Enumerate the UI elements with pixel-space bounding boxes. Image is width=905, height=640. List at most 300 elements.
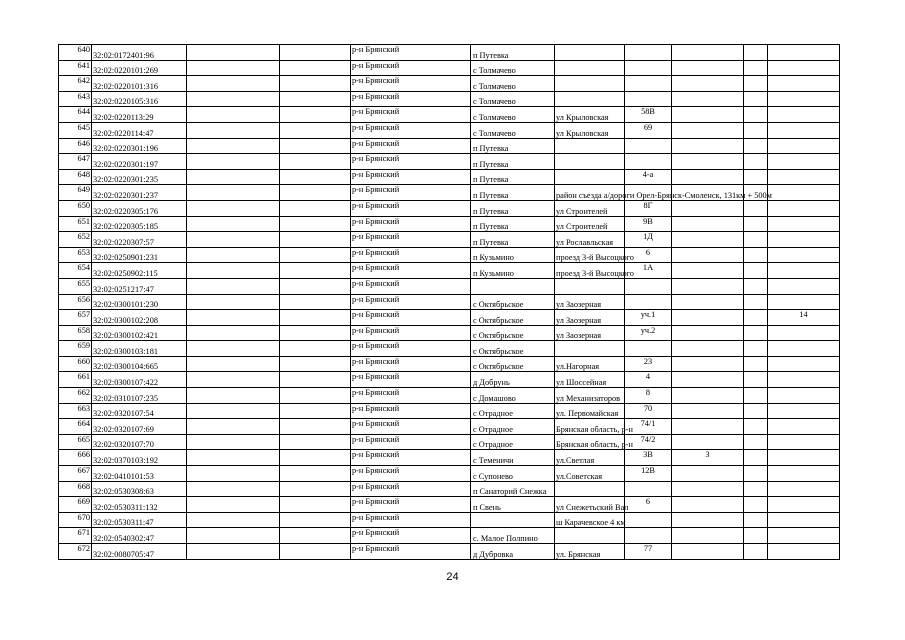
locality: с Октябрьское	[471, 325, 555, 341]
street	[555, 278, 625, 294]
street: ш Карачевское 4 км	[555, 512, 625, 528]
row-number: 656	[59, 294, 92, 310]
locality: с Супонево	[471, 466, 555, 482]
empty-cell	[187, 200, 280, 216]
empty-cell	[744, 91, 768, 107]
building-number	[672, 76, 744, 92]
empty-cell	[744, 278, 768, 294]
house-number	[625, 528, 672, 544]
page-number: 24	[446, 571, 459, 583]
empty-cell	[187, 466, 280, 482]
district: р-н Брянский	[351, 512, 471, 528]
apartment-number	[768, 372, 840, 388]
empty-cell	[744, 419, 768, 435]
apartment-number	[768, 247, 840, 263]
house-number: 23	[625, 356, 672, 372]
table-row	[59, 263, 840, 279]
row-number: 668	[59, 481, 92, 497]
house-number	[625, 76, 672, 92]
building-number	[672, 247, 744, 263]
street: ул Заозерная	[555, 294, 625, 310]
table-row	[59, 341, 840, 357]
empty-cell	[744, 434, 768, 450]
empty-cell	[744, 403, 768, 419]
row-number: 658	[59, 325, 92, 341]
building-number	[672, 356, 744, 372]
empty-cell	[187, 294, 280, 310]
apartment-number	[768, 294, 840, 310]
locality: п Путевка	[471, 138, 555, 154]
building-number	[672, 122, 744, 138]
street	[555, 138, 625, 154]
empty-cell	[187, 356, 280, 372]
row-number: 647	[59, 154, 92, 170]
empty-cell	[280, 216, 351, 232]
building-number	[672, 419, 744, 435]
cadastral-number: 32:02:0530311:132	[92, 497, 187, 513]
locality: п Путевка	[471, 200, 555, 216]
street: ул Рославльская	[555, 232, 625, 248]
empty-cell	[187, 76, 280, 92]
empty-cell	[280, 497, 351, 513]
apartment-number	[768, 528, 840, 544]
empty-cell	[187, 138, 280, 154]
table-row	[59, 247, 840, 263]
apartment-number	[768, 232, 840, 248]
empty-cell	[280, 356, 351, 372]
empty-cell	[280, 45, 351, 61]
empty-cell	[744, 169, 768, 185]
street	[555, 169, 625, 185]
empty-cell	[744, 216, 768, 232]
table-row	[59, 216, 840, 232]
empty-cell	[280, 60, 351, 76]
table-row	[59, 60, 840, 76]
district: р-н Брянский	[351, 45, 471, 61]
house-number	[625, 278, 672, 294]
empty-cell	[187, 497, 280, 513]
empty-cell	[280, 544, 351, 560]
cadastral-number: 32:02:0220301:196	[92, 138, 187, 154]
empty-cell	[187, 403, 280, 419]
locality: с Октябрьское	[471, 341, 555, 357]
empty-cell	[280, 481, 351, 497]
empty-cell	[280, 278, 351, 294]
locality: с Толмачево	[471, 122, 555, 138]
building-number	[672, 107, 744, 123]
street: проезд 3-й Высоцкого	[555, 263, 625, 279]
district: р-н Брянский	[351, 278, 471, 294]
row-number: 672	[59, 544, 92, 560]
district: р-н Брянский	[351, 434, 471, 450]
street	[555, 91, 625, 107]
table-row	[59, 388, 840, 404]
street: ул Заозерная	[555, 325, 625, 341]
apartment-number	[768, 138, 840, 154]
building-number	[672, 263, 744, 279]
empty-cell	[280, 138, 351, 154]
empty-cell	[280, 122, 351, 138]
empty-cell	[744, 60, 768, 76]
empty-cell	[187, 45, 280, 61]
row-number: 648	[59, 169, 92, 185]
district: р-н Брянский	[351, 450, 471, 466]
empty-cell	[280, 372, 351, 388]
apartment-number	[768, 122, 840, 138]
house-number: 77	[625, 544, 672, 560]
building-number	[672, 481, 744, 497]
empty-cell	[187, 419, 280, 435]
empty-cell	[280, 263, 351, 279]
building-number	[672, 169, 744, 185]
house-number: 4	[625, 372, 672, 388]
empty-cell	[280, 403, 351, 419]
empty-cell	[744, 138, 768, 154]
table-row	[59, 310, 840, 326]
district: р-н Брянский	[351, 154, 471, 170]
row-number: 664	[59, 419, 92, 435]
row-number: 646	[59, 138, 92, 154]
empty-cell	[187, 372, 280, 388]
empty-cell	[187, 169, 280, 185]
locality: с Отрадное	[471, 403, 555, 419]
locality: п Санаторий Снежка	[471, 481, 555, 497]
house-number: 12В	[625, 466, 672, 482]
cadastral-number: 32:02:0220101:269	[92, 60, 187, 76]
empty-cell	[187, 450, 280, 466]
row-number: 660	[59, 356, 92, 372]
empty-cell	[187, 325, 280, 341]
apartment-number	[768, 154, 840, 170]
street: Брянская область, р-н	[555, 434, 625, 450]
building-number	[672, 200, 744, 216]
empty-cell	[187, 528, 280, 544]
cadastral-number: 32:02:0310107:235	[92, 388, 187, 404]
row-number: 654	[59, 263, 92, 279]
cadastral-number: 32:02:0530311:47	[92, 512, 187, 528]
locality: с Октябрьское	[471, 294, 555, 310]
apartment-number	[768, 76, 840, 92]
locality: п Кузьмино	[471, 263, 555, 279]
district: р-н Брянский	[351, 481, 471, 497]
empty-cell	[744, 232, 768, 248]
row-number: 661	[59, 372, 92, 388]
apartment-number	[768, 466, 840, 482]
empty-cell	[280, 91, 351, 107]
row-number: 640	[59, 45, 92, 61]
locality: п Свень	[471, 497, 555, 513]
street	[555, 45, 625, 61]
district: р-н Брянский	[351, 310, 471, 326]
district: р-н Брянский	[351, 138, 471, 154]
district: р-н Брянский	[351, 466, 471, 482]
row-number: 671	[59, 528, 92, 544]
table-row	[59, 278, 840, 294]
building-number	[672, 154, 744, 170]
building-number	[672, 310, 744, 326]
table-row	[59, 91, 840, 107]
table-row	[59, 356, 840, 372]
row-number: 650	[59, 200, 92, 216]
cadastral-number: 32:02:0220305:176	[92, 200, 187, 216]
street	[555, 76, 625, 92]
apartment-number	[768, 356, 840, 372]
cadastral-number: 32:02:0300101:230	[92, 294, 187, 310]
locality: с Толмачево	[471, 107, 555, 123]
empty-cell	[744, 450, 768, 466]
apartment-number	[768, 388, 840, 404]
district: р-н Брянский	[351, 388, 471, 404]
house-number: 58В	[625, 107, 672, 123]
building-number	[672, 466, 744, 482]
cadastral-number: 32:02:0220301:235	[92, 169, 187, 185]
locality: с Домашово	[471, 388, 555, 404]
house-number: уч.1	[625, 310, 672, 326]
building-number	[672, 325, 744, 341]
locality: п Путевка	[471, 185, 555, 201]
apartment-number	[768, 169, 840, 185]
house-number: 1Д	[625, 232, 672, 248]
building-number	[672, 388, 744, 404]
building-number: 3	[672, 450, 744, 466]
table-row	[59, 512, 840, 528]
table-row	[59, 403, 840, 419]
empty-cell	[280, 388, 351, 404]
table-row	[59, 294, 840, 310]
house-number: 6	[625, 247, 672, 263]
house-number: 6	[625, 497, 672, 513]
empty-cell	[187, 341, 280, 357]
table-row	[59, 76, 840, 92]
house-number	[625, 138, 672, 154]
locality: с Толмачево	[471, 60, 555, 76]
locality: с Теменичи	[471, 450, 555, 466]
building-number	[672, 216, 744, 232]
empty-cell	[187, 154, 280, 170]
locality: с Отрадное	[471, 434, 555, 450]
table-row	[59, 372, 840, 388]
house-number	[625, 60, 672, 76]
row-number: 670	[59, 512, 92, 528]
cadastral-number: 32:02:0220101:316	[92, 76, 187, 92]
row-number: 665	[59, 434, 92, 450]
building-number	[672, 497, 744, 513]
street: ул Шоссейная	[555, 372, 625, 388]
house-number	[625, 512, 672, 528]
house-number: 69	[625, 122, 672, 138]
district: р-н Брянский	[351, 185, 471, 201]
apartment-number	[768, 481, 840, 497]
empty-cell	[280, 107, 351, 123]
empty-cell	[187, 216, 280, 232]
building-number	[672, 278, 744, 294]
empty-cell	[744, 122, 768, 138]
row-number: 669	[59, 497, 92, 513]
register-body	[59, 45, 840, 560]
table-row	[59, 434, 840, 450]
building-number	[672, 434, 744, 450]
street: район съезда а/дороги Орел-Брянск-Смоленск, 131км + 500м	[555, 185, 625, 201]
building-number	[672, 341, 744, 357]
row-number: 643	[59, 91, 92, 107]
table-row	[59, 138, 840, 154]
apartment-number	[768, 107, 840, 123]
house-number: 74/1	[625, 419, 672, 435]
cadastral-number: 32:02:0320107:54	[92, 403, 187, 419]
district: р-н Брянский	[351, 341, 471, 357]
empty-cell	[280, 419, 351, 435]
empty-cell	[744, 310, 768, 326]
empty-cell	[280, 232, 351, 248]
district: р-н Брянский	[351, 263, 471, 279]
street	[555, 154, 625, 170]
row-number: 657	[59, 310, 92, 326]
locality	[471, 278, 555, 294]
empty-cell	[744, 466, 768, 482]
apartment-number	[768, 512, 840, 528]
empty-cell	[187, 310, 280, 326]
empty-cell	[187, 263, 280, 279]
district: р-н Брянский	[351, 91, 471, 107]
empty-cell	[744, 388, 768, 404]
cadastral-number: 32:02:0370103:192	[92, 450, 187, 466]
row-number: 649	[59, 185, 92, 201]
house-number: 70	[625, 403, 672, 419]
table-row	[59, 185, 840, 201]
locality: с Толмачево	[471, 91, 555, 107]
empty-cell	[280, 450, 351, 466]
empty-cell	[744, 247, 768, 263]
district: р-н Брянский	[351, 497, 471, 513]
district: р-н Брянский	[351, 122, 471, 138]
table-row	[59, 325, 840, 341]
house-number: 3В	[625, 450, 672, 466]
table-row	[59, 154, 840, 170]
property-register-table	[58, 44, 840, 560]
empty-cell	[187, 481, 280, 497]
cadastral-number: 32:02:0300104:665	[92, 356, 187, 372]
empty-cell	[280, 76, 351, 92]
empty-cell	[744, 356, 768, 372]
street: Брянская область, р-н	[555, 419, 625, 435]
empty-cell	[280, 434, 351, 450]
empty-cell	[744, 497, 768, 513]
district: р-н Брянский	[351, 232, 471, 248]
table-row	[59, 528, 840, 544]
empty-cell	[187, 388, 280, 404]
apartment-number	[768, 185, 840, 201]
district: р-н Брянский	[351, 372, 471, 388]
table-row	[59, 107, 840, 123]
district: р-н Брянский	[351, 107, 471, 123]
street: ул.Светлая	[555, 450, 625, 466]
table-row	[59, 45, 840, 61]
district: р-н Брянский	[351, 247, 471, 263]
row-number: 641	[59, 60, 92, 76]
building-number	[672, 138, 744, 154]
street: ул Механизаторов	[555, 388, 625, 404]
empty-cell	[187, 434, 280, 450]
cadastral-number: 32:02:0540302:47	[92, 528, 187, 544]
district: р-н Брянский	[351, 419, 471, 435]
cadastral-number: 32:02:0220301:197	[92, 154, 187, 170]
row-number: 652	[59, 232, 92, 248]
cadastral-number: 32:02:0220114:47	[92, 122, 187, 138]
house-number: 8	[625, 388, 672, 404]
row-number: 642	[59, 76, 92, 92]
district: р-н Брянский	[351, 403, 471, 419]
house-number: 4-а	[625, 169, 672, 185]
locality: с Октябрьское	[471, 310, 555, 326]
empty-cell	[280, 325, 351, 341]
cadastral-number: 32:02:0320107:70	[92, 434, 187, 450]
empty-cell	[187, 185, 280, 201]
street: ул Снежетьский Вал	[555, 497, 625, 513]
empty-cell	[280, 294, 351, 310]
empty-cell	[187, 512, 280, 528]
locality: с Отрадное	[471, 419, 555, 435]
house-number: 1А	[625, 263, 672, 279]
row-number: 644	[59, 107, 92, 123]
cadastral-number: 32:02:0220305:185	[92, 216, 187, 232]
cadastral-number: 32:02:0251217:47	[92, 278, 187, 294]
street: ул Строителей	[555, 216, 625, 232]
apartment-number	[768, 200, 840, 216]
empty-cell	[280, 528, 351, 544]
street	[555, 481, 625, 497]
locality: д Добрунь	[471, 372, 555, 388]
street: ул Крыловская	[555, 122, 625, 138]
locality: д Дубровка	[471, 544, 555, 560]
apartment-number	[768, 278, 840, 294]
house-number: 74/2	[625, 434, 672, 450]
empty-cell	[187, 247, 280, 263]
empty-cell	[187, 60, 280, 76]
street: ул.Советская	[555, 466, 625, 482]
cadastral-number: 32:02:0080705:47	[92, 544, 187, 560]
locality: п Путевка	[471, 154, 555, 170]
apartment-number	[768, 91, 840, 107]
apartment-number: 14	[768, 310, 840, 326]
building-number	[672, 91, 744, 107]
table-row	[59, 169, 840, 185]
district: р-н Брянский	[351, 356, 471, 372]
district: р-н Брянский	[351, 169, 471, 185]
empty-cell	[744, 45, 768, 61]
row-number: 666	[59, 450, 92, 466]
table-row	[59, 450, 840, 466]
empty-cell	[744, 76, 768, 92]
building-number	[672, 232, 744, 248]
street: ул Крыловская	[555, 107, 625, 123]
empty-cell	[280, 310, 351, 326]
street	[555, 341, 625, 357]
row-number: 659	[59, 341, 92, 357]
cadastral-number: 32:02:0250902:115	[92, 263, 187, 279]
building-number	[672, 403, 744, 419]
empty-cell	[280, 466, 351, 482]
empty-cell	[187, 278, 280, 294]
empty-cell	[280, 169, 351, 185]
locality	[471, 512, 555, 528]
district: р-н Брянский	[351, 200, 471, 216]
table-row	[59, 122, 840, 138]
street: ул Строителей	[555, 200, 625, 216]
house-number	[625, 341, 672, 357]
empty-cell	[744, 294, 768, 310]
apartment-number	[768, 403, 840, 419]
table-row	[59, 497, 840, 513]
